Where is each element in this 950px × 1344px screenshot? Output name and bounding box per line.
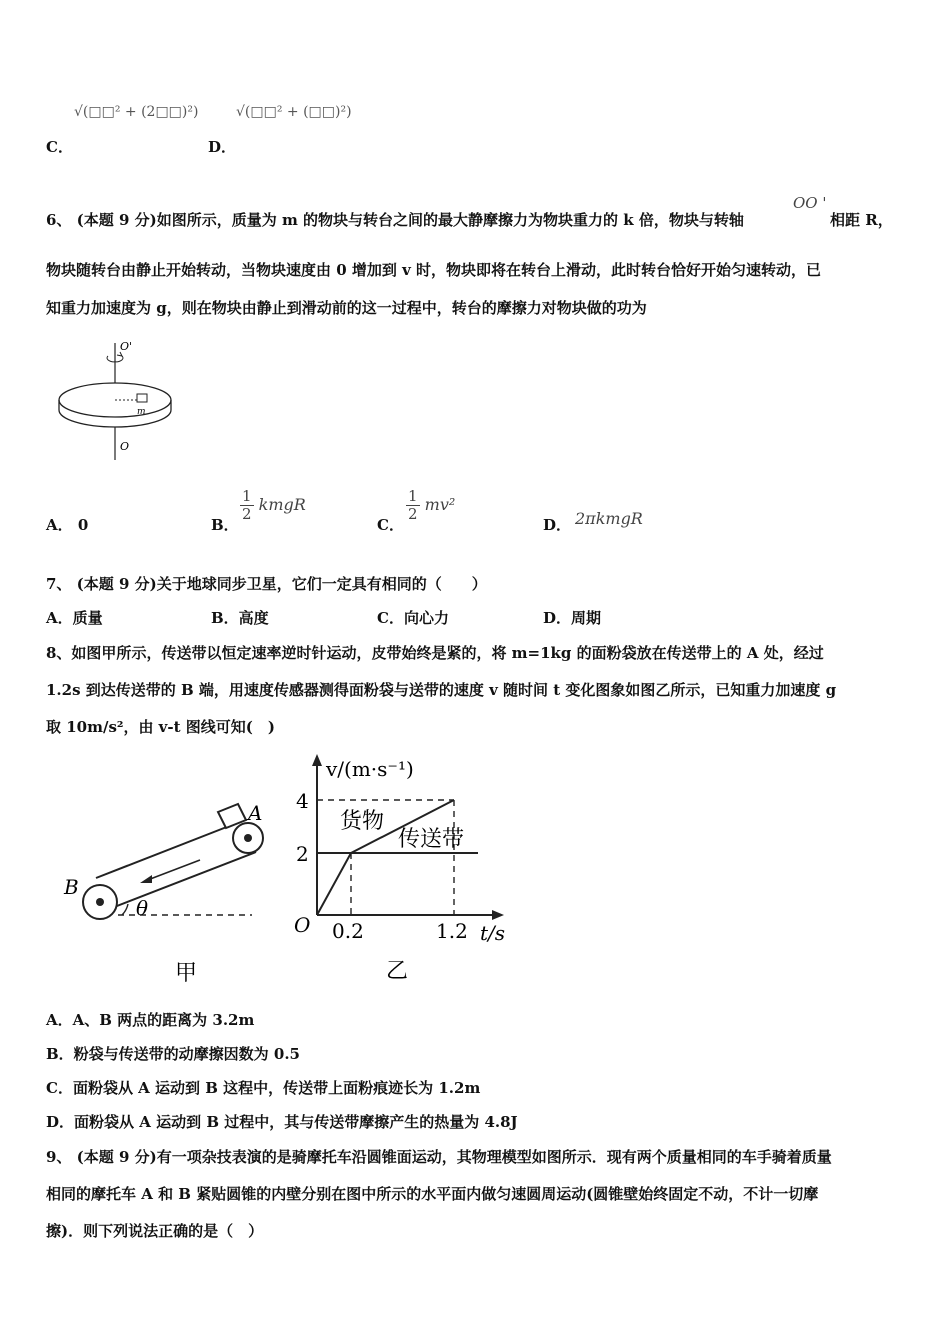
q8-line3: 取 10m/s²，由 v-t 图线可知( ) — [46, 718, 275, 736]
q8-line2: 1.2s 到达传送带的 B 端，用速度传感器测得面粉袋与送带的速度 v 随时间 t 变化图象如图乙所示，已知重力加速度 g — [46, 681, 837, 699]
q8-line1: 8、如图甲所示，传送带以恒定速率逆时针运动，皮带始终是紧的，将 m=1kg 的面粉袋放在传送带上的 A 处，经过 — [46, 644, 824, 662]
q6-text-part1: 6、 (本题 9 分)如图所示，质量为 m 的物块与转台之间的最大静摩擦力为物块重力的 k 倍，物块与转轴 — [46, 211, 744, 229]
q6-option-d-label: D． — [543, 516, 572, 534]
q7-option-a: A．质量 — [46, 609, 103, 627]
label-a: A — [248, 801, 263, 825]
fraction-half-c: $\frac{1}{2}$ — [408, 487, 418, 523]
q7-text: 7、 (本题 9 分)关于地球同步卫星，它们一定具有相同的（ ） — [46, 575, 487, 593]
q9-line1: 9、 (本题 9 分)有一项杂技表演的是骑摩托车沿圆锥面运动，其物理模型如图所示．现有两个质量相同的车手骑着质量 — [46, 1148, 832, 1166]
x-tick-0-2: 0.2 — [332, 919, 364, 943]
label-o-prime: O' — [120, 340, 133, 353]
belt-bottom — [104, 852, 256, 911]
x-tick-1-2: 1.2 — [436, 919, 468, 943]
q9-line2: 相同的摩托车 A 和 B 紧贴圆锥的内壁分别在图中所示的水平面内做匀速圆周运动(圆锥壁始终固定不动，不计一切摩 — [46, 1185, 819, 1203]
q9-line3: 擦)．则下列说法正确的是（ ） — [46, 1222, 264, 1240]
turntable-figure — [50, 338, 180, 463]
q6-line1 — [46, 209, 744, 230]
sqrt-formula-c: √(□□² + (2□□)²) — [74, 104, 199, 120]
q7-option-c: C．向心力 — [377, 609, 449, 627]
q6-option-c-expr: $\frac{1}{2}$ mv² — [408, 487, 456, 523]
q6-option-a-label: A． — [46, 516, 73, 534]
option-c-formula — [74, 104, 198, 120]
q6-option-a-value: 0 — [77, 516, 89, 534]
block-m — [137, 394, 147, 402]
cargo-velocity-line — [317, 800, 454, 915]
q7-option-d: D．周期 — [543, 609, 602, 627]
q6-option-c-label: C． — [377, 516, 404, 534]
q6-text-part2: 相距 R， — [830, 211, 893, 229]
q6-line2: 物块随转台由静止开始转动，当物块速度由 0 增加到 v 时，物块即将在转台上滑动，此时转台恰好开始匀速转动，已 — [46, 261, 822, 279]
q6-option-a — [46, 514, 88, 535]
q6-option-d-expr: 2πkmgR — [575, 509, 643, 528]
x-axis-label: t/s — [480, 921, 506, 945]
y-tick-4: 4 — [296, 789, 309, 813]
q8-option-d: D．面粉袋从 A 运动到 B 过程中，其与传送带摩擦产生的热量为 4.8J — [46, 1113, 518, 1131]
label-m: m — [137, 407, 146, 417]
caption-jia: 甲 — [175, 961, 198, 986]
q8-option-c: C．面粉袋从 A 运动到 B 这程中，传送带上面粉痕迹长为 1.2m — [46, 1079, 481, 1097]
q6-option-b-label: B． — [211, 516, 239, 534]
option-d-formula — [236, 104, 352, 120]
y-axis-label: v/(m·s⁻¹) — [326, 757, 414, 781]
vt-graph — [290, 752, 530, 992]
fraction-half-b: $\frac{1}{2}$ — [242, 487, 252, 523]
label-theta: θ — [136, 896, 149, 920]
label-cargo: 货物 — [340, 809, 385, 834]
option-d-label: D． — [208, 138, 237, 156]
q6-line3: 知重力加速度为 g，则在物块由静止到滑动前的这一过程中，转台的摩擦力对物块做的功为 — [46, 299, 647, 317]
option-c-label: C． — [46, 138, 73, 156]
q7-option-b: B．高度 — [211, 609, 269, 627]
caption-yi: 乙 — [386, 959, 409, 984]
sqrt-formula-d: √(□□² + (□□)²) — [236, 104, 352, 120]
label-o: O — [120, 440, 130, 453]
q6-option-b-expr: $\frac{1}{2}$ kmgR — [242, 487, 306, 523]
label-b: B — [64, 875, 79, 899]
q8-option-b: B．粉袋与传送带的动摩擦因数为 0.5 — [46, 1045, 300, 1063]
origin-label: O — [294, 913, 311, 937]
conveyor-belt-figure — [60, 790, 270, 990]
y-tick-2: 2 — [296, 842, 309, 866]
q8-option-a: A．A、B 两点的距离为 3.2m — [46, 1011, 255, 1029]
q6-axis-symbol: OO ' — [793, 194, 827, 212]
label-belt: 传送带 — [398, 827, 465, 852]
belt-top — [96, 821, 242, 878]
